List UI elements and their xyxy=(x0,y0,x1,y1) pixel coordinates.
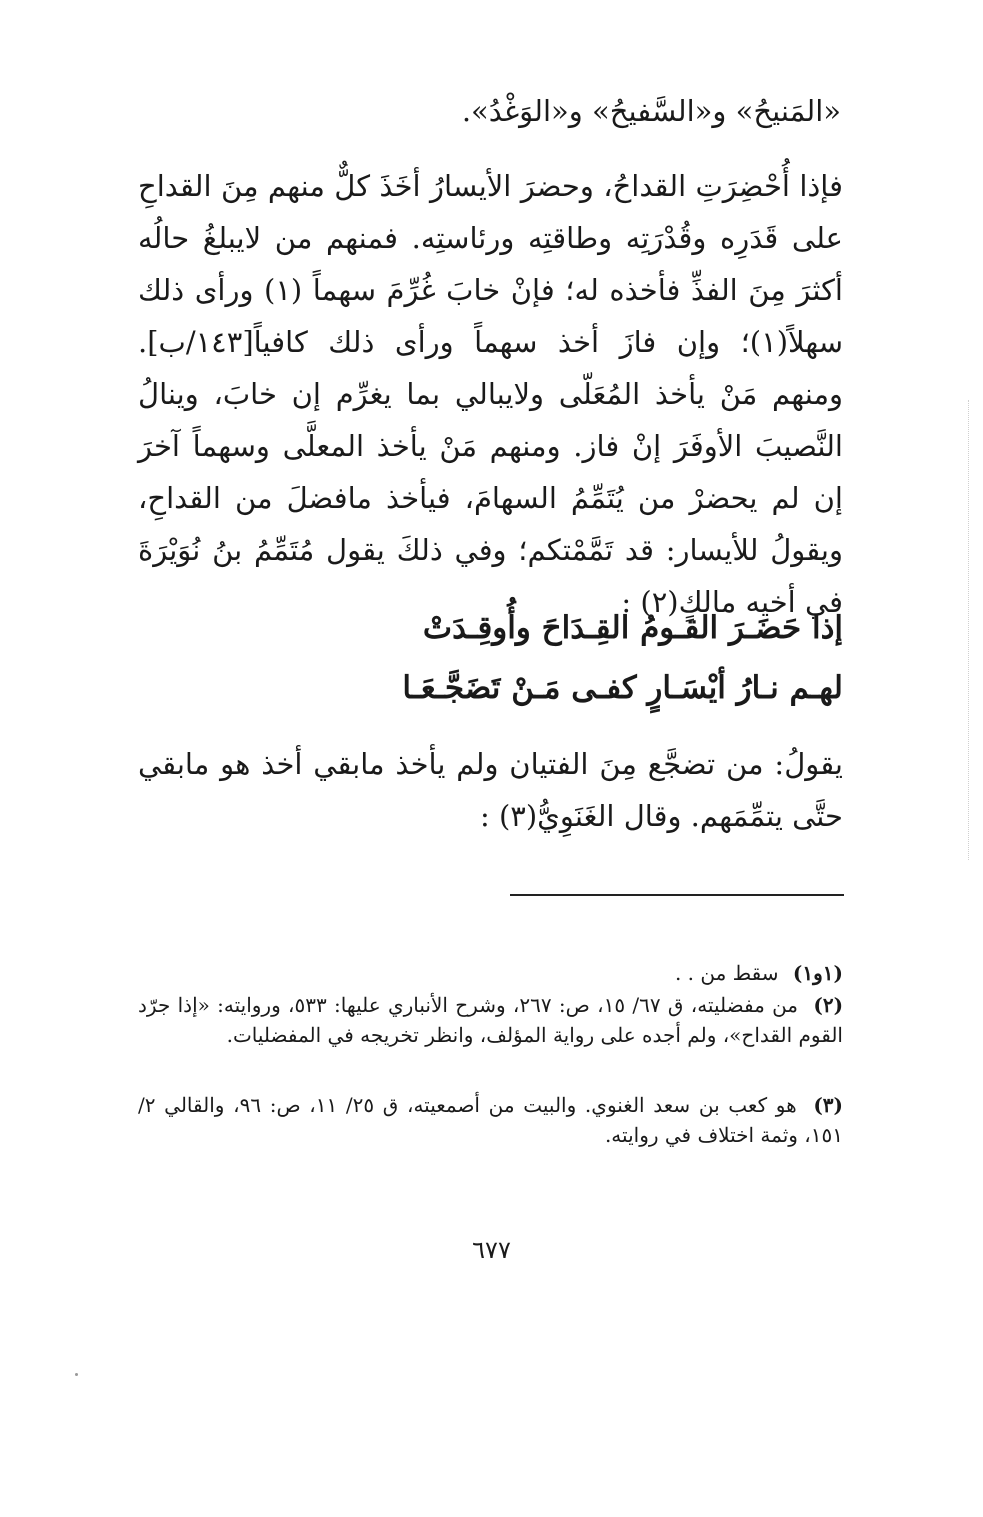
footnote-3 xyxy=(138,1090,843,1150)
footnote-2 xyxy=(138,990,843,1050)
verse-hemistich-1: إذا حَضَـرَ القـومُ القِـدَاحَ وأُوقِـدَتْ xyxy=(422,610,843,646)
verse-hemistich-2: لهـم نـارُ أيْسَـارٍ كفـى مَـنْ تَضَجَّـعَـا xyxy=(402,670,843,706)
footnote-number: (٢) xyxy=(813,993,844,1017)
body-paragraph-1: فإذا أُحْضِرَتِ القداحُ، وحضرَ الأيسارُ أخَذَ كلٌّ منهم مِنَ القداحِ على قَدَرِه وقُدْرَتِه وطاقتِه ورئاستِه. فمنهم من لايبلغُ حالُه أكثرَ مِنَ الفذِّ فأخذه له؛ فإنْ خابَ غُرِّمَ سهماً (١) ورأى ذلك سهلاً(١)؛ وإن فازَ أخذ سهماً ورأى ذلك كافياً[١٤٣/ب]. ومنهم مَنْ يأخذ المُعَلّى ولايبالي بما يغرِّم إن خابَ، وينالُ النَّصيبَ الأوفَرَ إنْ فاز. ومنهم مَنْ يأخذ المعلَّى وسهماً آخرَ إن لم يحضرْ من يُتَمِّمُ السهامَ، فيأخذ مافضلَ من القداحِ، ويقولُ للأيسار: قد تَمَّمْتكم؛ وفي ذلكَ يقول مُتَمِّمُ بنُ نُوَيْرَةَ في أخيه مالكٍ(٢) : xyxy=(138,169,843,619)
footnote-text: سقط من . . xyxy=(674,961,779,985)
footnote-separator xyxy=(510,894,844,896)
top-continuation-line: «المَنيحُ» و«السَّفيحُ» و«الوَغْدُ». xyxy=(461,94,841,128)
footnote-1 xyxy=(138,958,843,988)
footnote-text: من مفضليته، ق ٦٧/ ١٥، ص: ٢٦٧، وشرح الأنباري عليها: ٥٣٣، وروايته: «إذا جرّد القوم القداح»، ولم أجده على رواية المؤلف، وانظر تخريجه في المفضليات. xyxy=(138,993,843,1047)
scan-speck xyxy=(75,1373,78,1376)
page-number: ٦٧٧ xyxy=(472,1236,511,1264)
footnote-number: (٣) xyxy=(813,1093,844,1117)
footnote-text: هو كعب بن سعد الغنوي. والبيت من أصمعيته، ق ٢٥/ ١١، ص: ٩٦، والقالي ٢/ ١٥١، وثمة اختلاف في روايته. xyxy=(138,1093,843,1147)
footnote-number: (١و١) xyxy=(792,961,843,985)
body-paragraph-2: يقولُ: من تضجَّع مِنَ الفتيان ولم يأخذ مابقي أخذ هو مابقي حتَّى يتمِّمَهم. وقال الغَنَوِيُّ(٣) : xyxy=(138,747,843,833)
scan-artifact-line xyxy=(968,400,970,860)
